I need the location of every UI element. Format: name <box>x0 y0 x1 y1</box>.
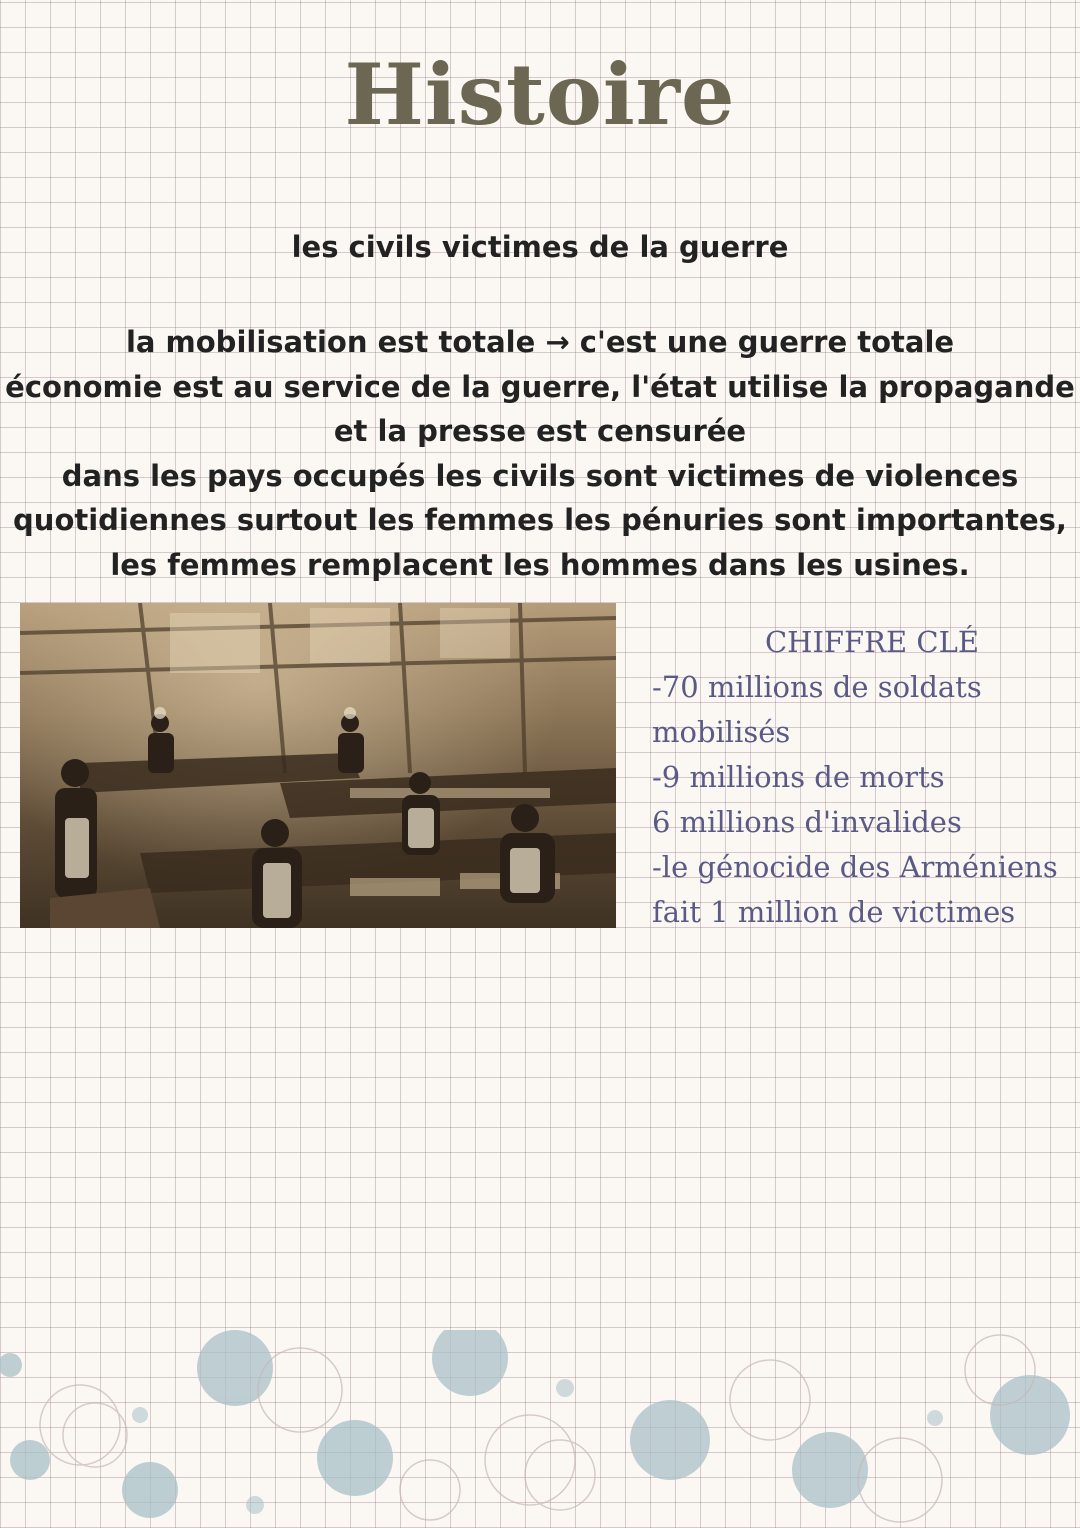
key-figure-line: fait 1 million de victimes <box>652 895 1016 929</box>
key-figure-line: -le génocide des Arméniens <box>652 850 1058 884</box>
body-paragraph <box>0 320 1080 587</box>
key-figure-line: -70 millions de soldats <box>652 670 982 704</box>
paragraph-line: économie est au service de la guerre, l'état utilise la propagande <box>5 369 1075 404</box>
key-figures-box <box>652 620 1072 935</box>
key-figures-heading: CHIFFRE CLÉ <box>764 625 980 659</box>
paragraph-line: et la presse est censurée <box>333 414 747 448</box>
section-subtitle: les civils victimes de la guerre <box>291 230 789 264</box>
photo-illustration <box>20 603 616 928</box>
paragraph-line: les femmes remplacent les hommes dans les usines. <box>110 547 970 582</box>
paragraph-line: quotidiennes surtout les femmes les pénuries sont importantes, <box>13 503 1067 537</box>
decorative-circles <box>0 1330 1080 1528</box>
paragraph-line: dans les pays occupés les civils sont victimes de violences <box>61 458 1019 493</box>
key-figure-line: mobilisés <box>652 715 791 749</box>
page-title: Histoire <box>344 45 736 144</box>
factory-photo <box>20 603 616 928</box>
key-figure-line: -9 millions de morts <box>652 760 945 794</box>
paragraph-line: la mobilisation est totale → c'est une guerre totale <box>125 325 955 359</box>
key-figure-line: 6 millions d'invalides <box>652 805 962 839</box>
